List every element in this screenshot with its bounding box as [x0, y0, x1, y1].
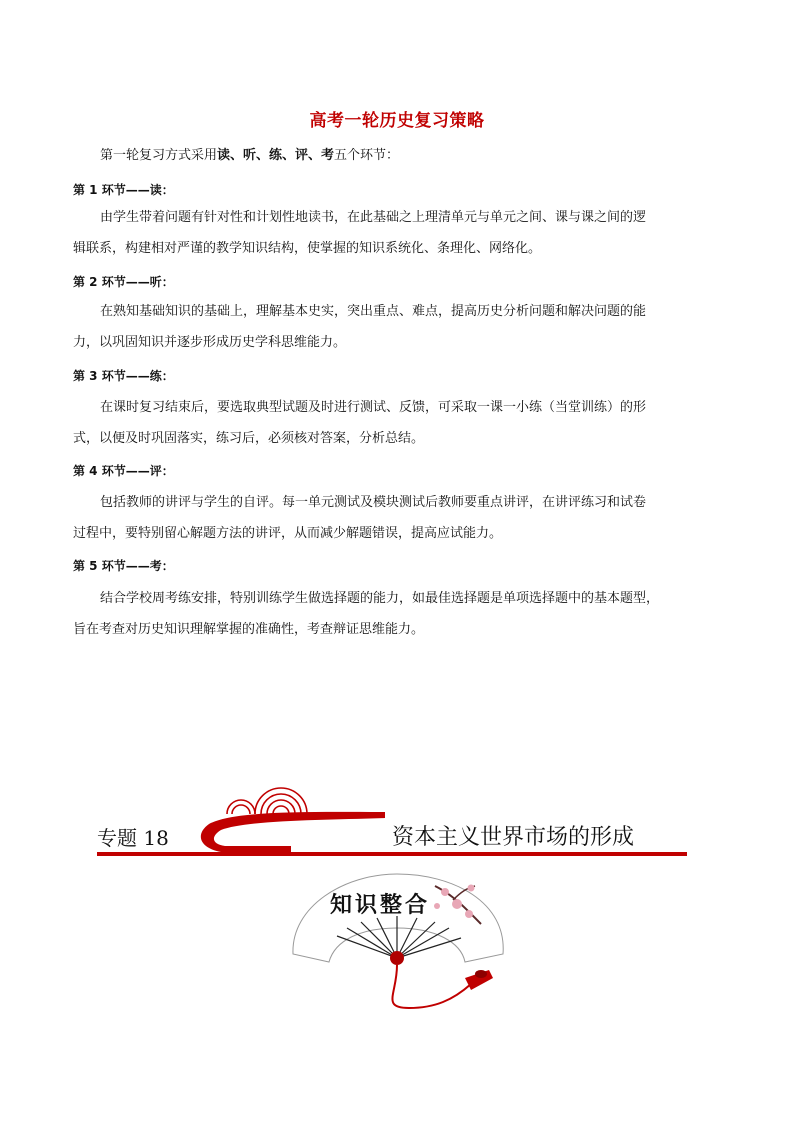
section-1-body: [73, 202, 724, 264]
topic-name: 资本主义世界市场的形成: [392, 825, 635, 850]
section-2-heading: 第 2 环节——听：: [73, 275, 174, 289]
fan-label: 知识整合: [330, 892, 431, 918]
intro-bold: 读、听、练、评、考: [217, 148, 335, 163]
section-5-body: [73, 583, 724, 645]
section-3-heading: 第 3 环节——练：: [73, 369, 174, 383]
section-4-line-1: 包括教师的讲评与学生的自评。每一单元测试及模块测试后教师要重点讲评，在讲评练习和试卷: [100, 495, 647, 510]
section-1-line-1: 由学生带着问题有针对性和计划性地读书，在此基础之上理清单元与单元之间、课与课之间的逻: [100, 210, 647, 225]
section-3-body: [73, 392, 724, 454]
intro-suffix: 五个环节：: [334, 148, 400, 163]
section-2-line-2: 力，以巩固知识并逐步形成历史学科思维能力。: [73, 335, 347, 350]
page-title: 高考一轮历史复习策略: [309, 111, 485, 131]
section-4-line-2: 过程中，要特别留心解题方法的讲评，从而减少解题错误，提高应试能力。: [73, 526, 503, 541]
intro-line: [100, 144, 399, 163]
intro-prefix: 第一轮复习方式采用: [100, 148, 218, 163]
section-1-heading: 第 1 环节——读：: [73, 183, 174, 197]
section-3-line-2: 式，以便及时巩固落实，练习后，必须核对答案，分析总结。: [73, 431, 425, 446]
section-2-body: [73, 296, 724, 358]
section-5-line-1: 结合学校周考练安排，特别训练学生做选择题的能力，如最佳选择题是单项选择题中的基本题型，: [100, 591, 660, 606]
section-3-line-1: 在课时复习结束后，要选取典型试题及时进行测试、反馈，可采取一课一小练（当堂训练）的形: [100, 400, 647, 415]
section-2-line-1: 在熟知基础知识的基础上，理解基本史实，突出重点、难点，提高历史分析问题和解决问题的能: [100, 304, 647, 319]
section-5-line-2: 旨在考查对历史知识理解掌握的准确性，考查辩证思维能力。: [73, 622, 425, 637]
banner-decoration: [195, 772, 395, 864]
section-5-heading: 第 5 环节——考：: [73, 559, 174, 573]
banner-rule: [97, 852, 687, 856]
section-4-heading: 第 4 环节——评：: [73, 464, 174, 478]
topic-number: 专题 18: [97, 826, 169, 850]
section-4-body: [73, 487, 724, 549]
section-1-line-2: 辑联系，构建相对严谨的教学知识结构，使掌握的知识系统化、条理化、网络化。: [73, 241, 542, 256]
